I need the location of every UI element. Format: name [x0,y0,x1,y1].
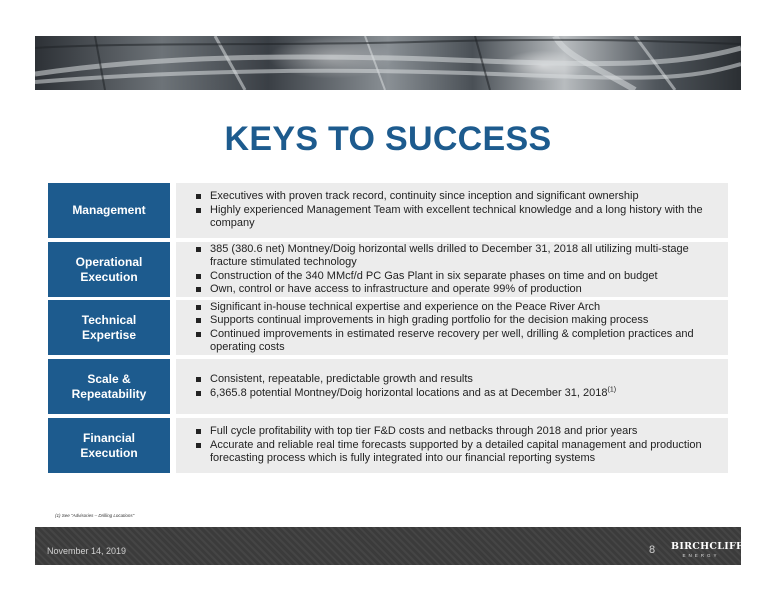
square-bullet-icon [196,318,201,323]
bullet-text: Executives with proven track record, continuity since inception and significant ownership [210,190,639,203]
row-content [176,242,728,297]
company-logo [671,541,744,559]
bullet-text: Supports continual improvements in high grading portfolio for the decision making process [210,314,649,326]
bullet-item [196,270,718,284]
table-row-management [48,183,728,238]
bullet-text: Accurate and reliable real time forecasts supported by a detailed capital management and production forecasting process which is fully integrated into our financial reporting systems [210,438,702,465]
square-bullet-icon [196,429,201,434]
row-label-line: Management [72,203,146,217]
row-label [48,242,170,297]
bullet-text: 385 (380.6 net) Montney/Doig horizontal wells drilled to December 31, 2018 all utilizing multi-stage fracture stimulated technology [210,242,689,268]
bullet-item [196,314,718,328]
bullet-item [196,283,718,297]
row-content [176,183,728,238]
bullet-item [196,301,718,315]
row-label-line: Scale & [87,371,131,386]
page-number: 8 [649,544,656,556]
square-bullet-icon [196,287,201,292]
square-bullet-icon [196,274,201,279]
row-label-line: Execution [80,269,138,284]
square-bullet-icon [196,208,201,213]
square-bullet-icon [196,194,201,199]
footer-bar [35,527,744,565]
footnote: (1) See "Advisories – Drilling Locations" [55,513,135,518]
bullet-text: Construction of the 340 MMcf/d PC Gas Plant in six separate phases on time and on budget [210,269,658,282]
bullet-text: 6,365.8 potential Montney/Doig horizontal locations and as at December 31, 2018 [210,386,608,399]
row-content [176,300,728,355]
square-bullet-icon [196,377,201,382]
bullet-item [196,243,718,270]
bullet-item [196,373,718,387]
bullet-text: Full cycle profitability with top tier F&D costs and netbacks through 2018 and prior years [210,425,638,438]
row-label-line: Execution [80,445,138,460]
row-content [176,418,728,473]
table-row-technical-expertise [48,300,728,355]
square-bullet-icon [196,305,201,310]
slide-title: KEYS TO SUCCESS [224,120,552,158]
bullet-text: Highly experienced Management Team with excellent technical knowledge and a long history with the company [210,203,703,230]
row-label [48,359,170,414]
row-label [48,300,170,355]
bullet-item [196,387,718,401]
bullet-item [196,204,718,231]
bullet-item [196,439,718,466]
bullet-item [196,190,718,204]
header-banner-photo [35,36,741,90]
bullet-text: Significant in-house technical expertise and experience on the Peace River Arch [210,300,601,313]
row-content [176,359,728,414]
row-label-line: Expertise [81,327,137,342]
logo-subtitle: ENERGY [682,553,720,558]
square-bullet-icon [196,443,201,448]
square-bullet-icon [196,391,201,396]
square-bullet-icon [196,247,201,252]
row-label-line: Repeatability [71,386,147,401]
row-label-line: Technical [81,312,137,327]
pipeline-graphic [35,36,741,90]
table-row-financial-execution [48,418,728,473]
row-label [48,418,170,473]
table-row-operational-execution [48,242,728,297]
logo-wordmark: BIRCHCLIFF [671,541,744,552]
bullet-text: Consistent, repeatable, predictable growth and results [210,373,473,385]
footnote-reference: (1) [607,385,617,393]
row-label-line: Operational [75,254,143,269]
bullet-text: Continued improvements in estimated reserve recovery per well, drilling & completion practices and operating costs [210,327,694,353]
square-bullet-icon [196,332,201,337]
row-label [48,183,170,238]
bullet-item [196,425,718,439]
table-row-scale-repeatability [48,359,728,414]
presentation-date: November 14, 2019 [47,546,127,556]
bullet-text: Own, control or have access to infrastructure and operate 99% of production [210,283,582,295]
row-label-line: Financial [82,430,135,445]
bullet-item [196,328,718,355]
